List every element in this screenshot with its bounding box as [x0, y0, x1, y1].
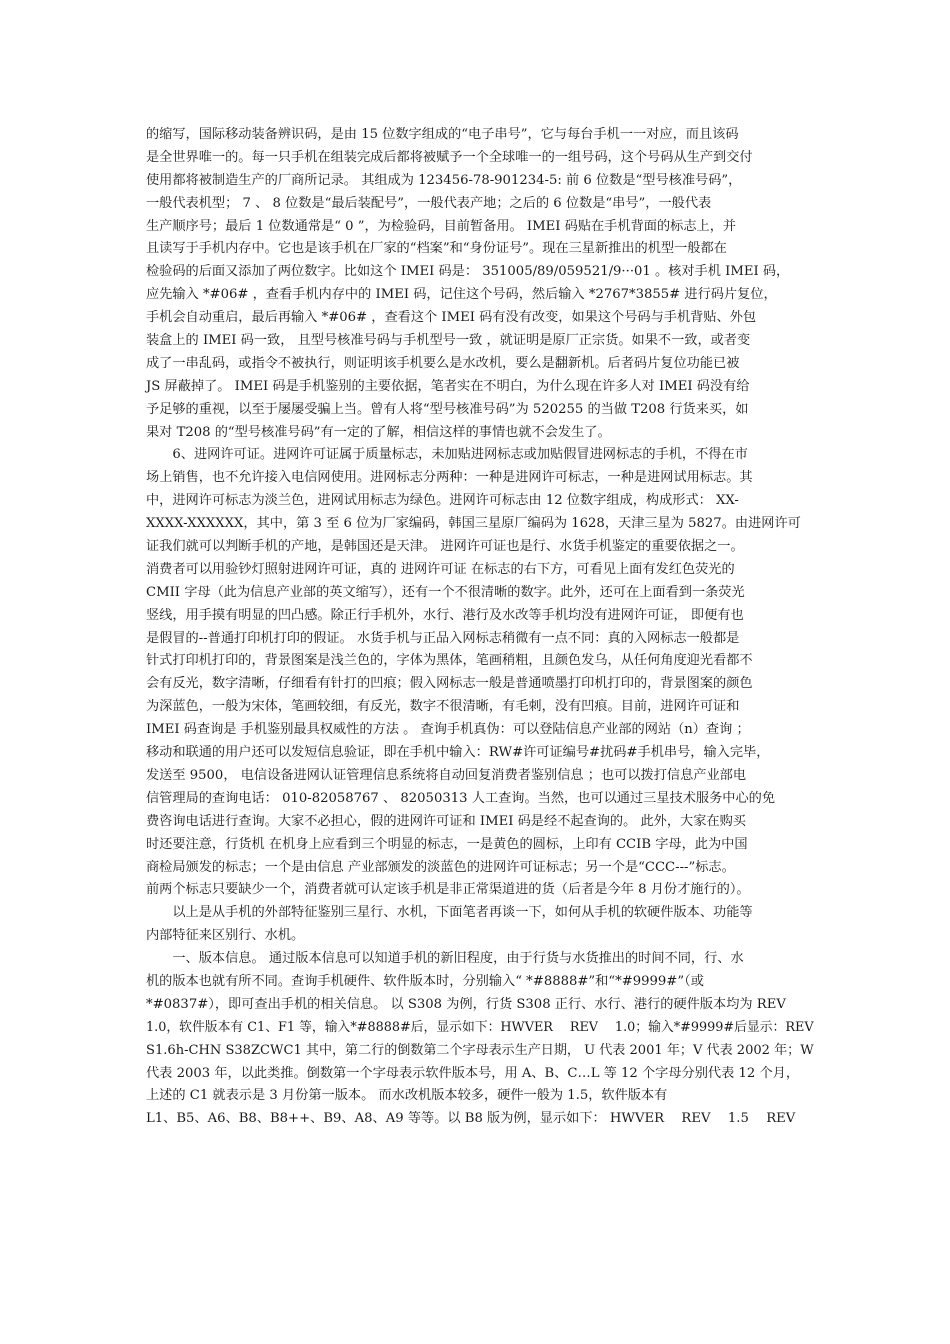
text-line: JS 屏蔽掉了。 IMEI 码是手机鉴别的主要依据，笔者实在不明白，为什么现在许多人对 IMEI 码没有给	[146, 378, 750, 394]
text-line: 上述的 C1 就表示是 3 月份第一版本。 而水改机版本较多，硬件一般为 1.5，软件版本有	[146, 1088, 668, 1104]
text-line: 证我们就可以判断手机的产地，是韩国还是天津。 进网许可证也是行、水货手机鉴定的重要依据之一。	[146, 539, 744, 555]
text-line: 果对 T208 的“型号核准号码”有一定的了解，相信这样的事情也就不会发生了。	[146, 424, 611, 440]
text-line: 针式打印机打印的，背景图案是浅兰色的，字体为黑体，笔画稍粗，且颜色发乌，从任何角度迎光看都不	[146, 653, 753, 669]
text-line: 竖线，用手摸有明显的凹凸感。除正行手机外，水行、港行及水改等手机均没有进网许可证， 即便有也	[146, 607, 744, 623]
text-line: L1、B5、A6、B8、B8++、B9、A8、A9 等等。以 B8 版为例，显示如下： HWVER REV 1.5 REV	[146, 1111, 796, 1127]
text-line: 是全世界唯一的。每一只手机在组装完成后都将被赋予一个全球唯一的一组号码，这个号码从生产到交付	[146, 149, 753, 165]
text-line: 一、版本信息。 通过版本信息可以知道手机的新旧程度，由于行货与水货推出的时间不同，行、水	[146, 951, 744, 967]
text-line: 应先输入 *#06# ，查看手机内存中的 IMEI 码，记住这个号码，然后输入 *2767*3855# 进行码片复位，	[146, 287, 777, 303]
text-line: 装盒上的 IMEI 码一致， 且型号核准号码与手机型号一致 ，就证明是原厂正宗货。如果不一致，或者变	[146, 333, 751, 349]
text-line: 6、进网许可证。进网许可证属于质量标志，未加贴进网标志或加贴假冒进网标志的手机，不得在市	[146, 447, 748, 463]
text-line: 内部特征来区别行、水机。	[146, 928, 305, 944]
text-line: 的缩写，国际移动装备辨识码，是由 15 位数字组成的“电子串号”，它与每台手机一一对应，而且该码	[146, 127, 739, 142]
text-line: *#0837#），即可查出手机的相关信息。 以 S308 为例，行货 S308 正行、水行、港行的硬件版本均为 REV	[146, 996, 786, 1012]
text-line: 且读写于手机内存中。它也是该手机在厂家的“档案”和“身份证号”。现在三星新推出的机型一般都在	[146, 241, 727, 257]
text-line: 使用都将被制造生产的厂商所记录。 其组成为 123456-78-901234-5: 前 6 位数是“型号核准号码”，	[146, 172, 742, 188]
text-line: 是假冒的--普通打印机打印的假证。 水货手机与正品入网标志稍微有一点不同：真的入网标志一般都是	[146, 630, 740, 646]
text-line: CMII 字母（此为信息产业部的英文缩写），还有一个不很清晰的数字。此外，还可在上面看到一条荧光	[146, 584, 745, 600]
text-line: 手机会自动重启，最后再输入 *#06# ，查看这个 IMEI 码有没有改变，如果这个号码与手机背贴、外包	[146, 310, 757, 326]
text-line: 机的版本也就有所不同。查询手机硬件、软件版本时，分别输入“ *#8888#”和“*#9999#”（或	[146, 973, 704, 989]
text-line: XXXX-XXXXXX，其中，第 3 至 6 位为厂家编码，韩国三星原厂编码为 1628，天津三星为 5827。由进网许可	[146, 516, 801, 532]
text-line: 予足够的重视，以至于屡屡受骗上当。曾有人将“型号核准号码”为 520255 的当做 T208 行货来买，如	[146, 401, 749, 417]
text-line: 移动和联通的用户还可以发短信息验证，即在手机中输入：RW#许可证编号#扰码#手机串号，输入完毕，	[146, 745, 770, 761]
text-line: 时还要注意，行货机 在机身上应看到三个明显的标志，一是黄色的圆标，上印有 CCIB 字母，此为中国	[146, 836, 748, 852]
text-line: 一般代表机型； 7 、 8 位数是“最后装配号”，一般代表产地；之后的 6 位数是“串号”，一般代表	[146, 195, 712, 211]
text-line: 商检局颁发的标志；一个是由信息 产业部颁发的淡蓝色的进网许可证标志；另一个是“CCC---”标志。	[146, 859, 735, 875]
text-line: 费咨询电话进行查询。大家不必担心，假的进网许可证和 IMEI 码是经不起查询的。 此外，大家在购买	[146, 813, 746, 829]
document-body	[146, 124, 814, 1131]
text-line: 生产顺序号；最后 1 位数通常是“ 0 ”，为检验码，目前暂备用。 IMEI 码贴在手机背面的标志上，并	[146, 218, 737, 234]
text-line: 以上是从手机的外部特征鉴别三星行、水机，下面笔者再谈一下，如何从手机的软硬件版本、功能等	[146, 905, 753, 921]
text-line: 信管理局的查询电话： 010-82058767 、 82050313 人工查询。当然，也可以通过三星技术服务中心的免	[146, 790, 776, 806]
text-line: 中，进网许可标志为淡兰色，进网试用标志为绿色。进网许可标志由 12 位数字组成，构成形式： XX-	[146, 493, 739, 509]
text-line: 成了一串乱码，或指令不被执行，则证明该手机要么是水改机，要么是翻新机。后者码片复位功能已被	[146, 355, 740, 371]
text-line: S1.6h-CHN S38ZCWC1 其中，第二行的倒数第二个字母表示生产日期， U 代表 2001 年；V 代表 2002 年；W	[146, 1042, 814, 1058]
text-line: 前两个标志只要缺少一个，消费者就可认定该手机是非正常渠道进的货（后者是今年 8 月份才施行的）。	[146, 882, 750, 898]
text-line: 为深蓝色，一般为宋体，笔画较细，有反光，数字不很清晰，有毛刺，没有凹痕。目前，进网许可证和	[146, 699, 740, 715]
text-line: 发送至 9500， 电信设备进网认证管理信息系统将自动回复消费者鉴别信息 ；也可以拨打信息产业部电	[146, 767, 747, 783]
text-line: 消费者可以用验钞灯照射进网许可证，真的 进网许可证 在标志的右下方，可看见上面有发红色荧光的	[146, 561, 735, 577]
text-line: IMEI 码查询是 手机鉴别最具权威性的方法 。 查询手机真伪：可以登陆信息产业部的网站（n）查询 ；	[146, 722, 750, 738]
text-line: 代表 2003 年，以此类推。倒数第一个字母表示软件版本号，用 A、B、C…L 等 12 个字母分别代表 12 个月，	[146, 1065, 800, 1081]
text-line: 会有反光，数字清晰，仔细看有针打的凹痕；假入网标志一般是普通喷墨打印机打印的，背景图案的颜色	[146, 676, 753, 692]
text-line: 检验码的后面又添加了两位数字。比如这个 IMEI 码是： 351005/89/059521/9···01 。核对手机 IMEI 码，	[146, 264, 790, 280]
text-line: 1.0，软件版本有 C1、F1 等，输入*#8888#后，显示如下：HWVER REV 1.0；输入*#9999#后显示：REV	[146, 1019, 814, 1035]
text-line: 场上销售，也不允许接入电信网使用。进网标志分两种：一种是进网许可标志，一种是进网试用标志。其	[146, 470, 753, 486]
